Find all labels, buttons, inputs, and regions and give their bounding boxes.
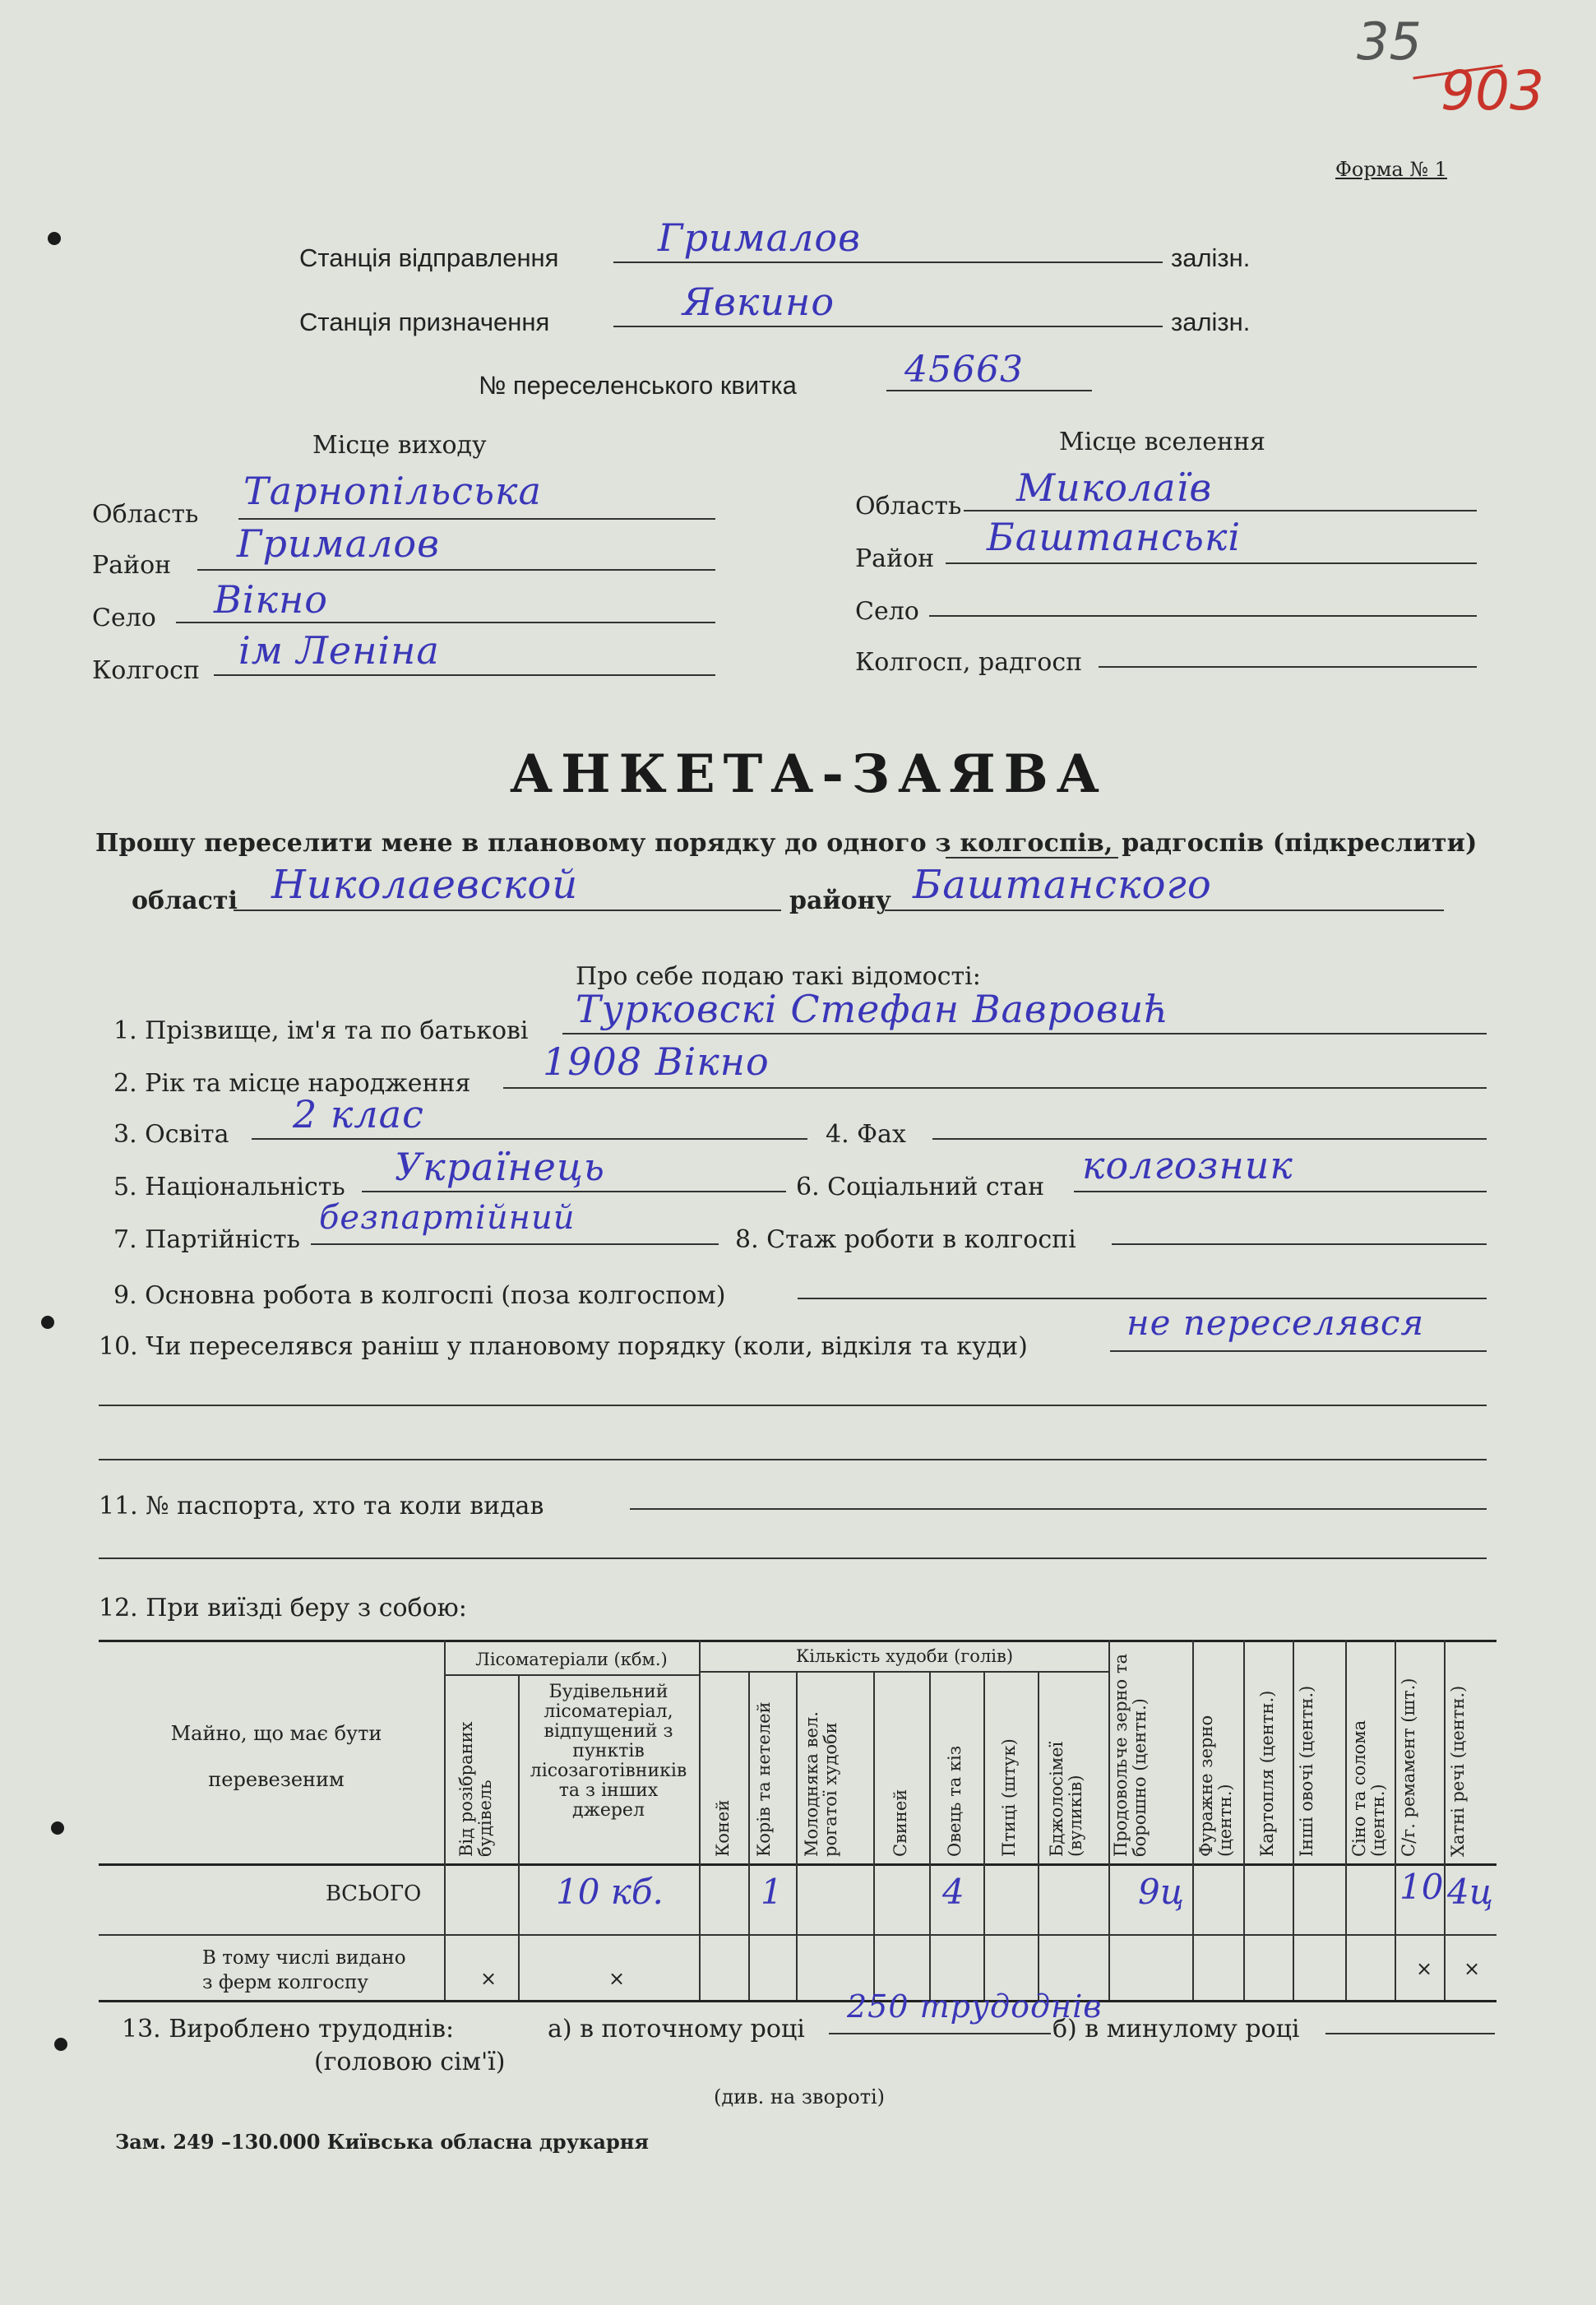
destination-kolhosp-line (1099, 666, 1477, 668)
field-9-line (798, 1298, 1487, 1299)
col-rule (1345, 1640, 1347, 2000)
total-household: 4ц (1447, 1872, 1494, 1912)
farm-cross-3: × (1416, 1957, 1433, 1980)
underline-kolhosp (946, 857, 1118, 859)
total-grain: 9ц (1138, 1872, 1185, 1912)
table-row-1-bottom (99, 1934, 1497, 1936)
col-header-8: Птиці (штук) (999, 1738, 1019, 1857)
col-rule (1395, 1640, 1396, 2000)
col-rule (1293, 1640, 1294, 2000)
workdays-current-value: 250 трудоднів (847, 1988, 1103, 2025)
row-total-label: ВСЬОГО (326, 1881, 422, 1906)
field-2-line (503, 1087, 1487, 1089)
field-11-line-2 (99, 1557, 1487, 1559)
form-number: Форма № 1 (1335, 158, 1447, 181)
field-7-line (311, 1243, 719, 1245)
farm-cross-1: × (480, 1967, 497, 1990)
col-rule (1038, 1671, 1039, 2000)
origin-kolhosp-value: ім Леніна (238, 628, 440, 673)
farm-cross-4: × (1464, 1957, 1481, 1980)
field-6-value: колгозник (1082, 1143, 1293, 1187)
workdays-sub-label: (головою сім'ї) (314, 2048, 506, 2076)
field-1-label: 1. Прізвище, ім'я та по батькові (113, 1016, 529, 1045)
field-10-line (1110, 1350, 1487, 1352)
field-7-label: 7. Партійність (113, 1225, 300, 1254)
punch-hole (51, 1821, 64, 1835)
property-header: Майно, що має бути перевезеним (170, 1722, 382, 1791)
ticket-label: № переселенського квитка (479, 371, 797, 400)
departure-value: Грималов (658, 215, 861, 260)
total-sheep: 4 (942, 1872, 965, 1912)
col-rule (518, 1674, 520, 2000)
field-2-label: 2. Рік та місце народження (113, 1069, 471, 1098)
field-2-value: 1908 Вікно (543, 1039, 770, 1084)
row-farm-label-1: В тому числі видано (202, 1947, 406, 1969)
punch-hole (41, 1316, 54, 1329)
col-header-2: Будівельний лісоматеріал, відпущений з пунктів лісозаготівників та з інших джерел (530, 1682, 687, 1821)
col-header-9: Бджолосімеї (вуликів) (1047, 1741, 1085, 1857)
destination-oblast-line (964, 510, 1477, 511)
timber-group-header: Лісоматеріали (кбм.) (475, 1650, 668, 1669)
col-rule (1444, 1640, 1446, 2000)
field-10-line-2 (99, 1405, 1487, 1406)
field-10-label: 10. Чи переселявся раніш у плановому порядку (коли, відкіля та куди) (99, 1332, 1028, 1361)
col-header-14: Сіно та солома (центн.) (1349, 1719, 1388, 1857)
col-rule (873, 1671, 875, 2000)
archive-pencil-number: 35 (1357, 12, 1422, 72)
destination-oblast-value: Миколаїв (1016, 465, 1213, 510)
total-tools: 10 (1399, 1867, 1444, 1907)
request-raion-value: Баштанского (913, 862, 1212, 908)
col-rule (1192, 1640, 1194, 2000)
col-header-13: Інші овочі (центн.) (1297, 1685, 1316, 1857)
col-rule (983, 1671, 985, 2000)
request-raion-line (885, 910, 1444, 911)
col-header-11: Фуражне зерно (центн.) (1196, 1715, 1235, 1857)
origin-selo-line (176, 622, 715, 623)
destination-station-line (613, 326, 1163, 327)
workdays-current-label: а) в поточному році (548, 2015, 805, 2043)
field-5-value: Українець (395, 1145, 605, 1189)
table-header-bottom (99, 1863, 1497, 1866)
destination-station-label: Станція призначення (299, 308, 550, 336)
origin-raion-line (197, 569, 715, 571)
total-timber: 10 кб. (556, 1872, 664, 1912)
col-header-6: Свиней (891, 1789, 910, 1857)
col-header-4: Корів та нетелей (754, 1701, 774, 1857)
departure-line (613, 262, 1163, 263)
origin-raion-label: Район (92, 551, 172, 580)
destination-oblast-label: Область (855, 492, 962, 521)
field-8-line (1112, 1243, 1487, 1245)
field-3-line (252, 1138, 807, 1140)
col-header-5: Молодняка вел. рогатої худоби (802, 1711, 840, 1857)
col-header-1: Від розібраних будівель (456, 1721, 495, 1857)
row-farm-label-2: з ферм колгоспу (202, 1972, 368, 1993)
page-title: АНКЕТА-ЗАЯВА (510, 743, 1108, 805)
col-header-15: С/г. ремамент (шт.) (1399, 1678, 1418, 1857)
col-rule (929, 1671, 931, 2000)
field-8-label: 8. Стаж роботи в колгоспі (735, 1225, 1076, 1254)
workdays-previous-line (1325, 2033, 1495, 2034)
workdays-current-line (829, 2033, 1051, 2034)
col-rule (1243, 1640, 1245, 2000)
col-header-10: Продовольче зерно та борошно (центн.) (1111, 1654, 1150, 1857)
destination-raion-line (946, 562, 1477, 564)
destination-selo-label: Село (855, 597, 919, 626)
destination-kolhosp-label: Колгосп, радгосп (855, 648, 1083, 677)
destination-raion-value: Баштанські (987, 515, 1242, 559)
col-header-12: Картопля (центн.) (1257, 1690, 1277, 1857)
field-6-label: 6. Соціальний стан (796, 1173, 1045, 1201)
intro-text: Про себе подаю такі відомості: (576, 962, 981, 991)
field-11-line (630, 1508, 1487, 1510)
col-header-7: Овець та кіз (945, 1745, 965, 1857)
field-1-value: Турковскі Стефан Вавровић (576, 987, 1169, 1031)
request-text: Прошу переселити мене в плановому порядку до одного з колгоспів, радгоспів (підкреслити) (95, 829, 1478, 858)
workdays-previous-label: б) в минулому році (1052, 2015, 1300, 2043)
destination-station-value: Явкино (682, 280, 835, 324)
departure-label: Станція відправлення (299, 243, 559, 272)
request-oblast-line (234, 910, 781, 911)
col-header-3: Коней (713, 1799, 733, 1857)
origin-kolhosp-label: Колгосп (92, 656, 200, 685)
field-5-label: 5. Національність (113, 1173, 345, 1201)
col-rule (699, 1640, 701, 2000)
origin-kolhosp-line (214, 674, 715, 676)
livestock-group-rule (699, 1671, 1108, 1673)
punch-hole (54, 2038, 67, 2051)
field-11-label: 11. № паспорта, хто та коли видав (99, 1492, 544, 1520)
field-3-label: 3. Освіта (113, 1120, 229, 1149)
rail-suffix-2: залізн. (1171, 308, 1251, 336)
destination-selo-line (929, 615, 1477, 617)
col-rule (796, 1671, 798, 2000)
destination-heading: Місце вселення (1059, 428, 1265, 456)
col-header-16: Хатні речі (центн.) (1448, 1685, 1468, 1857)
origin-selo-value: Вікно (214, 577, 328, 622)
request-oblast-label: області (132, 886, 238, 915)
request-oblast-value: Николаевской (271, 862, 579, 908)
field-5-line (362, 1191, 786, 1192)
see-back-note: (див. на звороті) (714, 2085, 886, 2108)
field-6-line (1074, 1191, 1487, 1192)
col-rule (748, 1671, 750, 2000)
punch-hole (48, 232, 61, 245)
field-3-value: 2 клас (293, 1092, 424, 1136)
workdays-label: 13. Вироблено трудоднів: (122, 2015, 455, 2043)
field-10-value: не переселявся (1126, 1303, 1425, 1343)
field-10-line-3 (99, 1459, 1487, 1460)
table-top-border (99, 1640, 1497, 1642)
field-12-label: 12. При виїзді беру з собою: (99, 1594, 467, 1622)
printer-line: Зам. 249 –130.000 Київська обласна друкарня (115, 2130, 650, 2154)
origin-heading: Місце виходу (312, 431, 487, 460)
table-bottom-border (99, 2000, 1497, 2002)
destination-raion-label: Район (855, 544, 935, 573)
ticket-value: 45663 (904, 349, 1024, 391)
origin-raion-value: Грималов (237, 521, 440, 566)
livestock-group-header: Кількість худоби (голів) (795, 1646, 1014, 1666)
total-cows: 1 (761, 1872, 783, 1912)
col-rule (444, 1640, 446, 2000)
field-1-line (562, 1033, 1487, 1034)
col-rule (1108, 1640, 1110, 2000)
field-7-value: безпартійний (319, 1199, 576, 1237)
origin-selo-label: Село (92, 604, 156, 632)
origin-oblast-value: Тарнопільська (243, 469, 542, 513)
request-raion-label: району (789, 886, 891, 915)
rail-suffix-1: залізн. (1171, 243, 1251, 272)
field-4-label: 4. Фах (826, 1120, 906, 1149)
timber-group-rule (444, 1674, 699, 1676)
archive-red-number: 903 (1441, 59, 1544, 123)
origin-oblast-line (238, 518, 715, 520)
farm-cross-2: × (608, 1967, 626, 1990)
field-9-label: 9. Основна робота в колгоспі (поза колгоспом) (113, 1281, 726, 1310)
origin-oblast-label: Область (92, 500, 199, 529)
field-4-line (932, 1138, 1487, 1140)
